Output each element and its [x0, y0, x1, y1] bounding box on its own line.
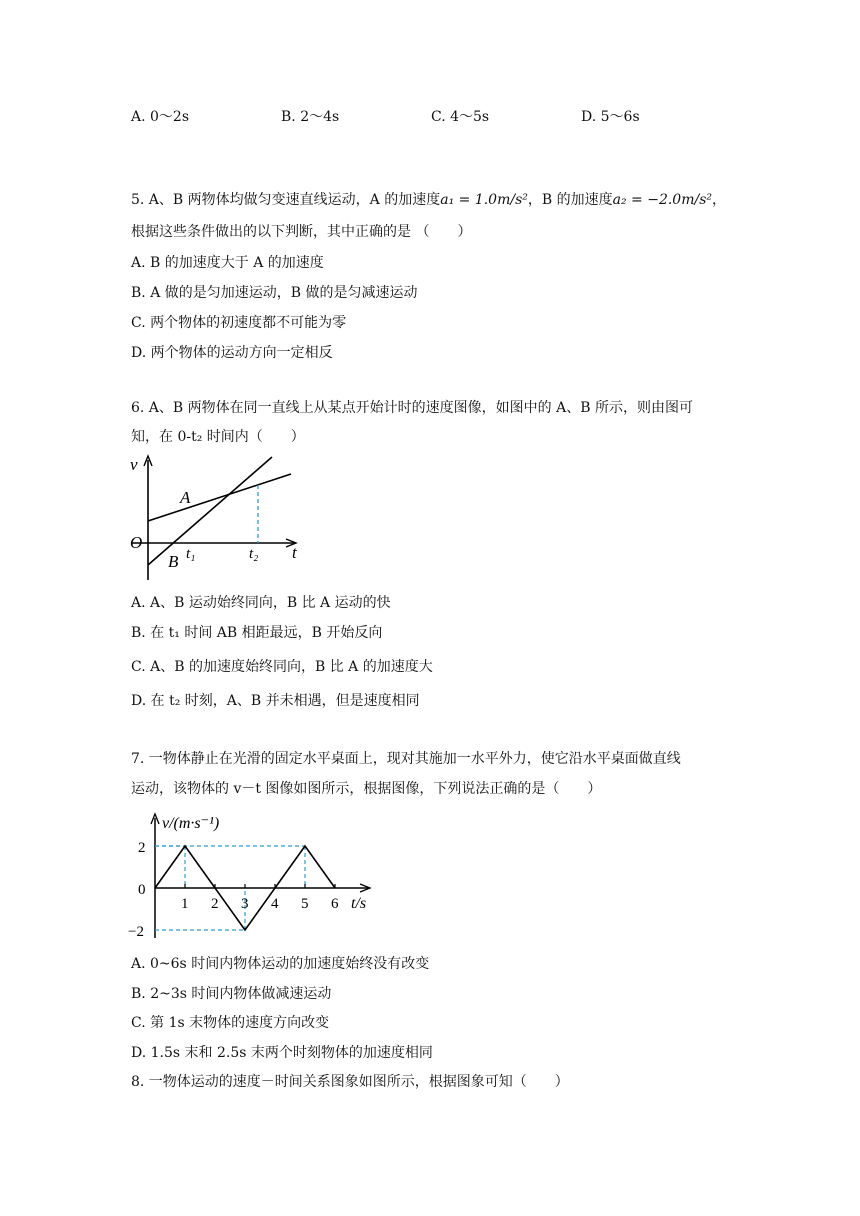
q6-t-label: t [292, 543, 297, 562]
q6-b-label: B [168, 552, 179, 571]
q5-stem-line1 [131, 191, 726, 209]
q6-stem-line2: 知，在 0-t₂ 时间内（ ） [131, 429, 305, 445]
q6-option-b: B. 在 t₁ 时间 AB 相距最远，B 开始反向 [131, 625, 383, 641]
q6-v-label: v [130, 455, 138, 474]
q5-stem-part3: ， [712, 192, 726, 208]
q5-stem-part1: 5. A、B 两物体均做匀变速直线运动，A 的加速度 [131, 192, 441, 208]
q6-origin-label: O [130, 533, 143, 552]
q6-a-label: A [180, 488, 191, 507]
q7-x-tick-label: 5 [301, 896, 309, 912]
q4-option-b: B. 2～4s [281, 109, 340, 125]
q7-x-tick-label: 6 [331, 896, 339, 912]
q5-stem-line2: 根据这些条件做出的以下判断，其中正确的是 （ ） [131, 224, 472, 240]
q6-option-d: D. 在 t₂ 时刻，A、B 并未相遇，但是速度相同 [131, 693, 420, 709]
q7-y-tick-label: 0 [138, 882, 146, 898]
q7-x-tick-label: 2 [211, 896, 219, 912]
q6-option-c: C. A、B 的加速度始终同向，B 比 A 的加速度大 [131, 659, 433, 675]
q7-vt-chart [120, 810, 390, 945]
q5-option-d: D. 两个物体的运动方向一定相反 [131, 345, 333, 361]
q5-option-a: A. B 的加速度大于 A 的加速度 [131, 255, 324, 271]
q7-stem-line2: 运动，该物体的 v－t 图像如图所示，根据图像，下列说法正确的是（ ） [131, 781, 602, 797]
q7-x-tick-label: 3 [241, 896, 249, 912]
q7-option-d: D. 1.5s 末和 2.5s 末两个时刻物体的加速度相同 [131, 1045, 433, 1061]
q8-stem: 8. 一物体运动的速度－时间关系图象如图所示，根据图象可知（ ） [131, 1074, 569, 1090]
q7-x-tick-label: 4 [271, 896, 279, 912]
q7-y-tick-label: 2 [138, 840, 146, 856]
q5-a2-expr: a₂ = −2.0m/s² [612, 192, 712, 208]
q7-y-tick-label: −2 [128, 924, 144, 940]
q5-option-c: C. 两个物体的初速度都不可能为零 [131, 315, 347, 331]
q7-x-tick-label: 1 [181, 896, 189, 912]
q7-stem-line1: 7. 一物体静止在光滑的固定水平桌面上，现对其施加一水平外力，使它沿水平桌面做直线 [131, 751, 681, 767]
q6-t2-label: t₂ [249, 546, 259, 562]
q6-velocity-graph [128, 452, 312, 582]
q6-option-a: A. A、B 运动始终同向，B 比 A 运动的快 [131, 595, 391, 611]
q6-stem-line1: 6. A、B 两物体在同一直线上从某点开始计时的速度图像，如图中的 A、B 所示，则由图可 [131, 400, 693, 416]
q4-option-c: C. 4～5s [431, 109, 490, 125]
q5-option-b: B. A 做的是匀加速运动，B 做的是匀减速运动 [131, 285, 418, 301]
q7-ylabel: v/(m·s⁻¹) [162, 815, 220, 832]
q5-stem-part2: ，B 的加速度 [527, 192, 613, 208]
q5-a1-expr: a₁ = 1.0m/s² [440, 192, 528, 208]
q6-line-a [148, 474, 291, 521]
q7-option-c: C. 第 1s 末物体的速度方向改变 [131, 1015, 330, 1031]
q7-option-b: B. 2~3s 时间内物体做减速运动 [131, 986, 332, 1002]
q4-option-d: D. 5～6s [581, 109, 640, 125]
q7-xlabel: t/s [351, 895, 367, 912]
q4-option-a: A. 0～2s [131, 109, 190, 125]
q7-option-a: A. 0~6s 时间内物体运动的加速度始终没有改变 [131, 956, 430, 972]
q6-t1-label: t₁ [186, 546, 196, 562]
